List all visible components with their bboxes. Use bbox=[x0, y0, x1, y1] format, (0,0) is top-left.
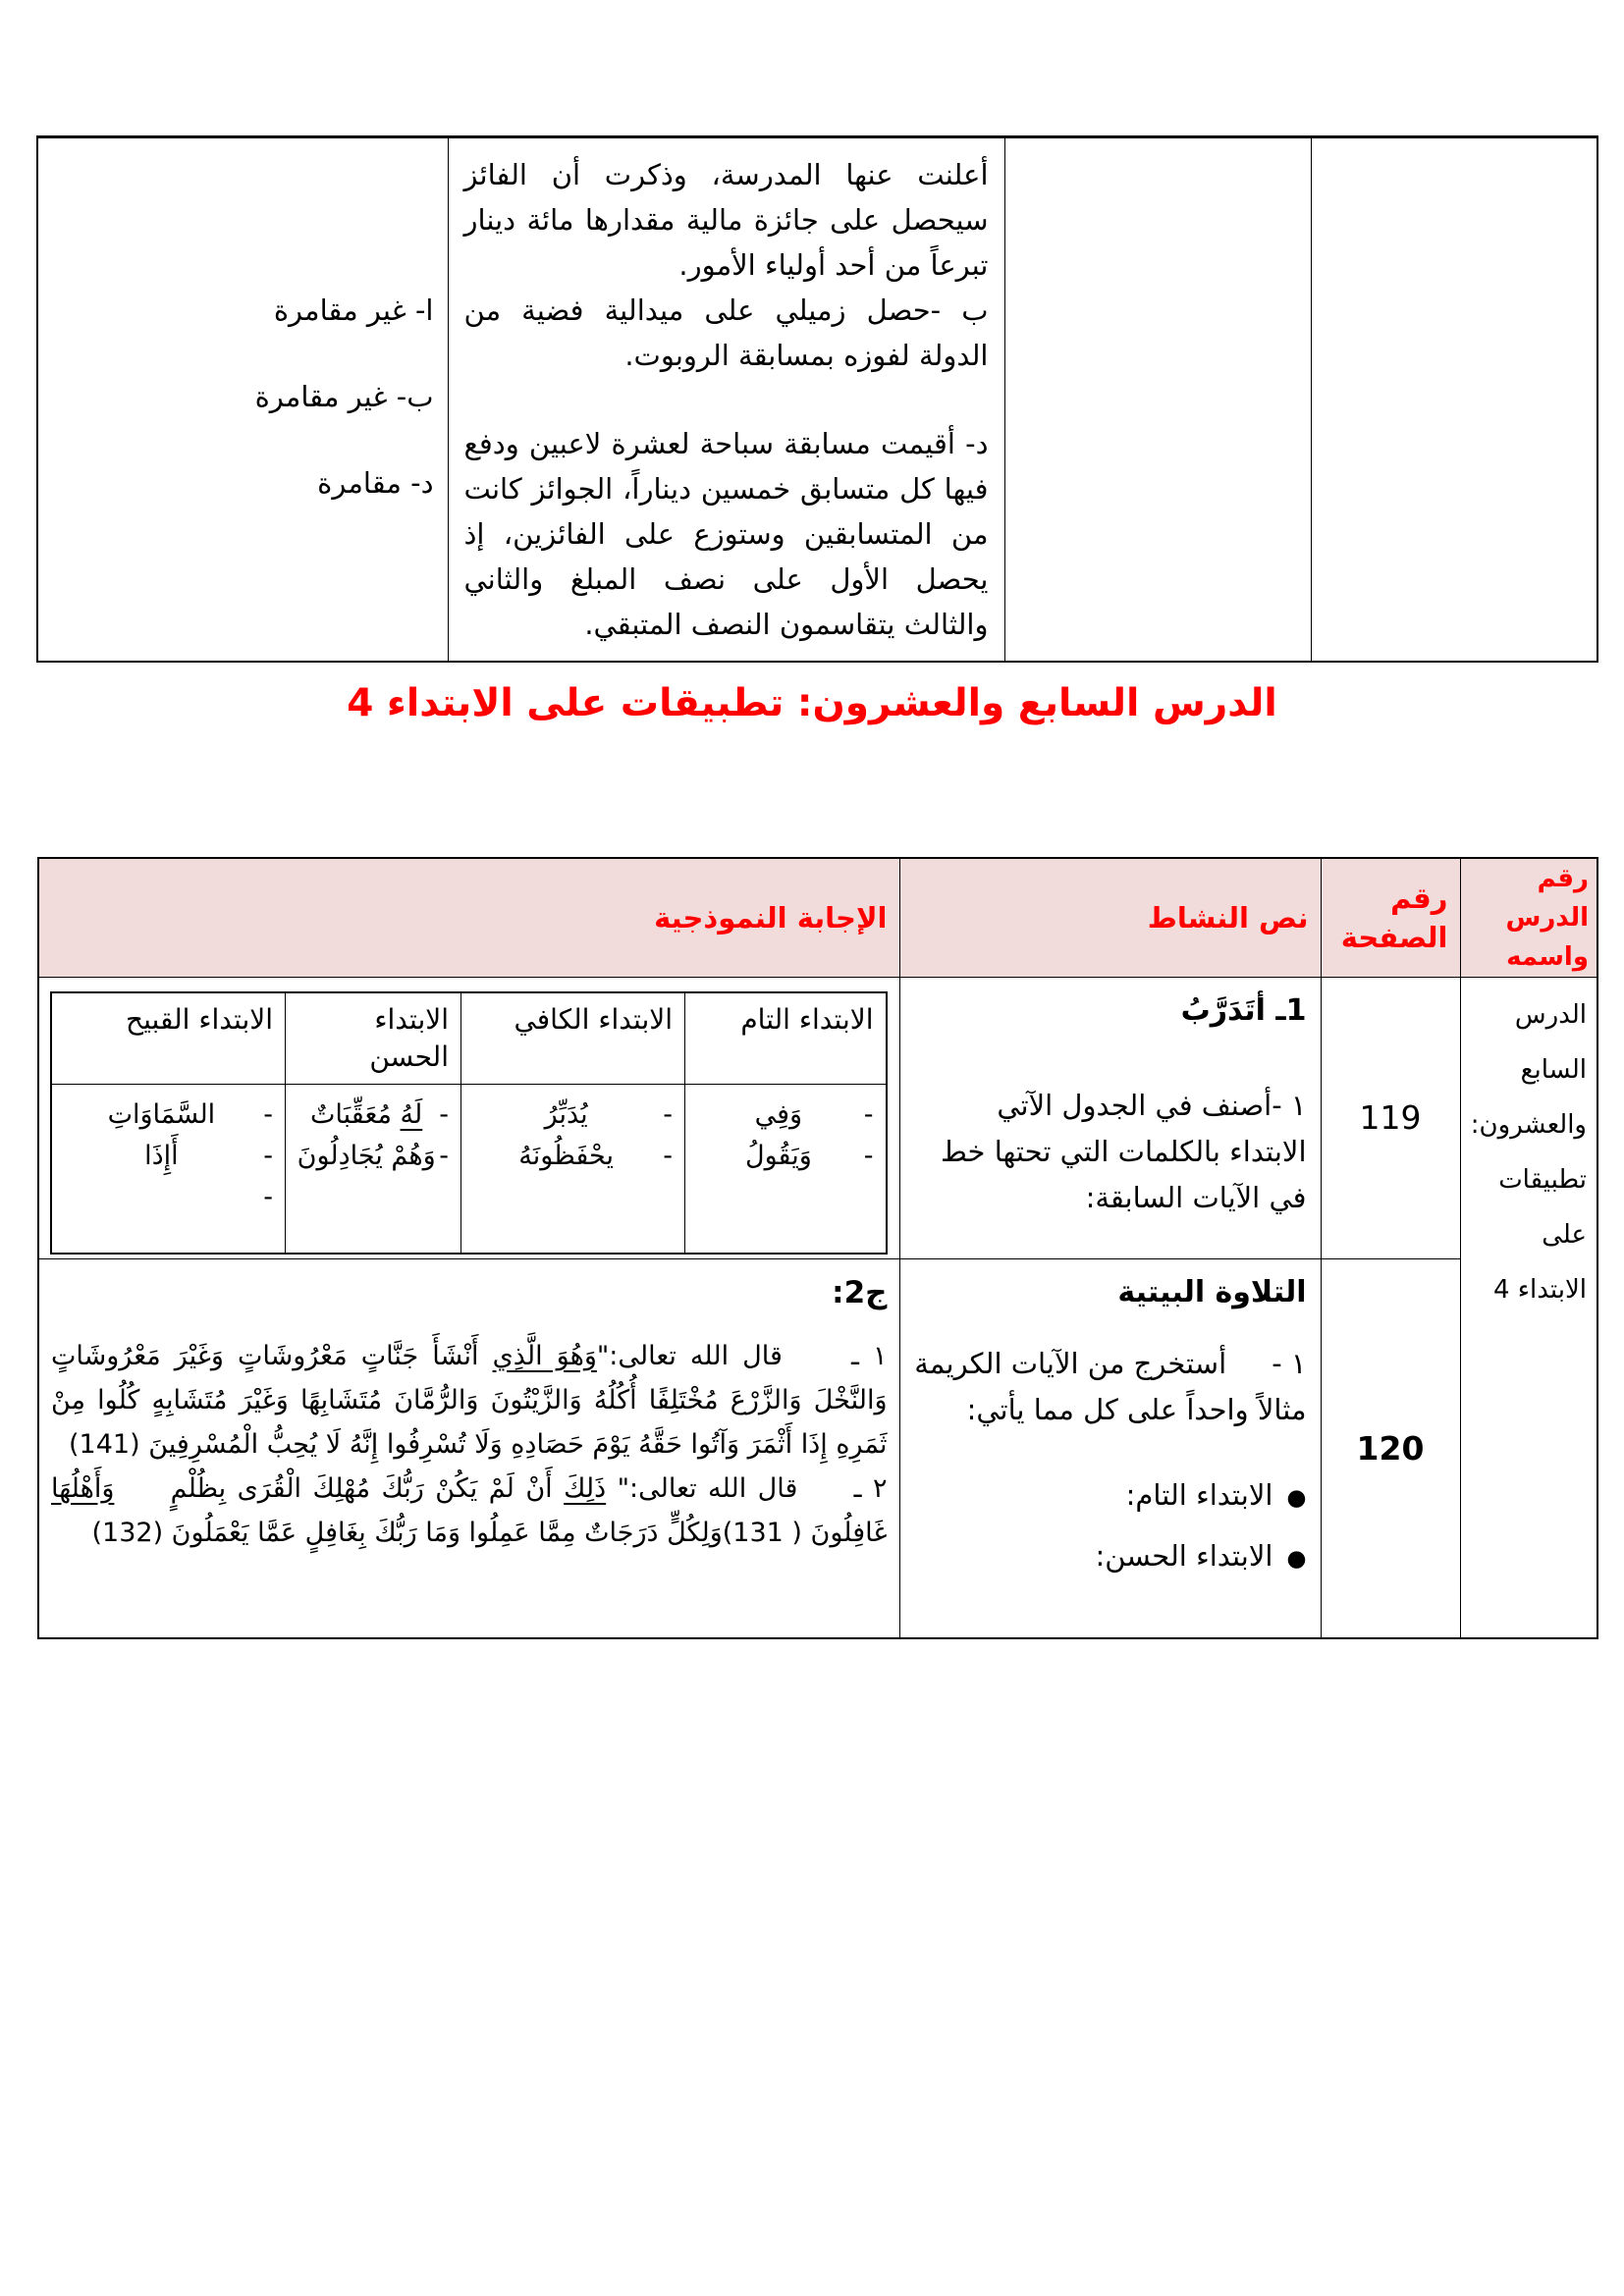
bullet-icon: ● bbox=[1286, 1545, 1307, 1572]
answer-item: ب- غير مقامرة bbox=[254, 380, 434, 413]
top-continuation-table bbox=[36, 135, 1598, 663]
quran-word: لَهُ مُعَقِّبَاتٌ bbox=[310, 1099, 423, 1130]
word-entry bbox=[469, 1136, 677, 1177]
activity-instruction: ١ -أصنف في الجدول الآتي الابتداء بالكلمات التي تحتها خط في الآيات السابقة: bbox=[941, 1089, 1307, 1214]
dash-marker: - bbox=[663, 1141, 673, 1171]
quran-word: السَّمَاوَاتِ bbox=[107, 1099, 216, 1130]
dash-marker: - bbox=[263, 1141, 273, 1171]
classification-body-row bbox=[51, 1085, 887, 1254]
header-page-number: رقم الصفحة bbox=[1321, 858, 1460, 978]
dash-marker: - bbox=[863, 1099, 874, 1130]
activity-paragraph: ب -حصل زميلي على ميدالية فضية من الدولة لفوزه بمسابقة الروبوت. bbox=[463, 294, 989, 372]
activity-title: التلاوة البيتية bbox=[1117, 1274, 1307, 1309]
answer-item: د- مقامرة bbox=[317, 466, 434, 500]
word-entry bbox=[60, 1177, 278, 1218]
sufficient-start-cell bbox=[461, 1085, 685, 1254]
activity-paragraph: د- أقيمت مسابقة سباحة لعشرة لاعبين ودفع فيها كل متسابق خمسين ديناراً، الجوائز كانت من المتسابقين وستوزع على الفائزين، إذ يحصل الأول على نصف المبلغ والثاني والثالث يتقاسمون النصف المتبقي. bbox=[463, 427, 989, 641]
word-entry bbox=[60, 1136, 278, 1177]
dash-marker: - bbox=[263, 1182, 273, 1212]
word-entry bbox=[693, 1136, 878, 1177]
activity-cell bbox=[899, 978, 1321, 1259]
main-table-header-row bbox=[38, 858, 1597, 978]
dash-marker: - bbox=[439, 1141, 449, 1171]
dash-marker: - bbox=[263, 1099, 273, 1130]
complete-start-cell bbox=[685, 1085, 887, 1254]
bad-start-cell bbox=[51, 1085, 286, 1254]
classification-table bbox=[50, 991, 888, 1255]
model-answer-cell bbox=[38, 978, 899, 1259]
quran-verse: ٢ ـ قال الله تعالى:" ذَلِكَ أَنْ لَمْ يَكُنْ رَبُّكَ مُهْلِكَ الْقُرَى بِظُلْمٍ وَأَهْلُهَا غَافِلُونَ ( 131)وَلِكُلٍّ دَرَجَاتٌ مِمَّا عَمِلُوا وَمَا رَبُّكَ بِغَافِلٍ عَمَّا يَعْمَلُونَ (132) bbox=[51, 1472, 888, 1548]
top-table-cell-empty-mid bbox=[1004, 137, 1311, 663]
activity-paragraph: أعلنت عنها المدرسة، وذكرت أن الفائز سيحصل على جائزة مالية مقدارها مائة دينار تبرعاً من أحد أولياء الأمور. bbox=[463, 158, 989, 282]
activity-cell bbox=[899, 1258, 1321, 1638]
bullet-label: الابتداء الحسن: bbox=[1095, 1538, 1273, 1573]
col-header-bad-start: الابتداء القبيح bbox=[51, 992, 286, 1085]
word-entry bbox=[294, 1136, 453, 1177]
bullet-icon: ● bbox=[1286, 1484, 1307, 1511]
table-row bbox=[38, 1258, 1597, 1638]
list-item bbox=[914, 1533, 1307, 1582]
dash-marker: - bbox=[663, 1099, 673, 1130]
word-entry bbox=[693, 1095, 878, 1136]
col-header-good-start: الابتداء الحسن bbox=[286, 992, 461, 1085]
col-header-complete-start: الابتداء التام bbox=[685, 992, 887, 1085]
activity-instruction: ١ - أستخرج من الآيات الكريمة مثالاً واحداً على كل مما يأتي: bbox=[914, 1346, 1307, 1426]
lesson-heading: الدرس السابع والعشرون: تطبيقات على الابتداء 4 bbox=[347, 681, 1277, 725]
classification-header-row bbox=[51, 992, 887, 1085]
top-table-cell-answers bbox=[37, 137, 448, 663]
header-lesson-number: رقم الدرس واسمه bbox=[1460, 858, 1597, 978]
quran-word: أَإِذَا bbox=[144, 1141, 179, 1171]
header-model-answer: الإجابة النموذجية bbox=[38, 858, 899, 978]
main-answer-table bbox=[37, 857, 1598, 1639]
table-row bbox=[38, 978, 1597, 1259]
answer-title: ج2: bbox=[832, 1274, 888, 1310]
col-header-sufficient-start: الابتداء الكافي bbox=[461, 992, 685, 1085]
dash-marker: - bbox=[863, 1141, 874, 1171]
quran-word: يحْفَظُونَهُ bbox=[518, 1141, 614, 1171]
lesson-name-cell: الدرس السابع والعشرون: تطبيقات على الابتداء 4 bbox=[1460, 978, 1597, 1639]
page-number-cell: 120 bbox=[1321, 1258, 1460, 1638]
dash-marker: - bbox=[439, 1099, 449, 1130]
word-entry bbox=[469, 1095, 677, 1136]
activity-title: 1ـ أتَدَرَّبُ bbox=[1180, 993, 1307, 1028]
good-start-cell bbox=[286, 1085, 461, 1254]
word-entry bbox=[294, 1095, 453, 1136]
top-table-row bbox=[37, 137, 1597, 663]
header-activity-text: نص النشاط bbox=[899, 858, 1321, 978]
quran-word: يُدَبِّرُ bbox=[544, 1099, 588, 1130]
word-entry bbox=[60, 1095, 278, 1136]
list-item bbox=[914, 1472, 1307, 1522]
answer-item: ا- غير مقامرة bbox=[273, 294, 434, 327]
quran-word: وَهُمْ يُجَادِلُونَ bbox=[297, 1141, 436, 1171]
bullet-list bbox=[914, 1472, 1307, 1582]
quran-verse: ١ ـ قال الله تعالى:"وَهُوَ الَّذِي أَنْشَأَ جَنَّاتٍ مَعْرُوشَاتٍ وَغَيْرَ مَعْرُوشَاتٍ وَالنَّخْلَ وَالزَّرْعَ مُخْتَلِفًا أُكُلُهُ وَالزَّيْتُونَ وَالرُّمَّانَ مُتَشَابِهًا وَغَيْرَ مُتَشَابِهٍ كُلُوا مِنْ ثَمَرِهِ إِذَا أَثْمَرَ وَآتُوا حَقَّهُ يَوْمَ حَصَادِهِ وَلَا تُسْرِفُوا إِنَّهُ لَا يُحِبُّ الْمُسْرِفِينَ (141) bbox=[51, 1340, 888, 1460]
page-number-cell: 119 bbox=[1321, 978, 1460, 1259]
quran-word: وَفِي bbox=[754, 1099, 803, 1130]
model-answer-cell bbox=[38, 1258, 899, 1638]
quran-word: وَيَقُولُ bbox=[744, 1141, 812, 1171]
top-table-cell-activity-text bbox=[448, 137, 1004, 663]
top-table-cell-empty-right bbox=[1311, 137, 1597, 663]
bullet-label: الابتداء التام: bbox=[1125, 1477, 1273, 1512]
